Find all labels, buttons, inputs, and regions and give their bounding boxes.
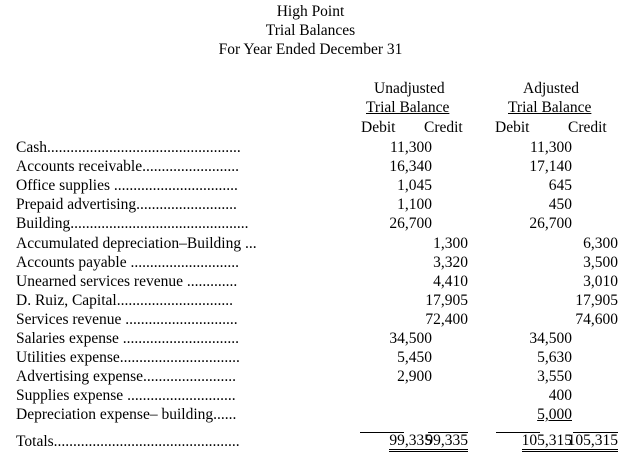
adjusted-debit-amount: 5,000 [537,406,572,423]
unadjusted-debit-amount: 1,100 [397,196,432,213]
account-label: Supplies expense ............................ [16,387,236,404]
company-name: High Point [276,3,345,20]
totals-label: Totals................................................ [16,433,240,450]
total-adjusted-debit: 105,315 [522,432,572,452]
account-label: Unearned services revenue ............. [16,273,238,290]
adjusted-debit-amount: 11,300 [529,139,572,156]
adjusted-credit-amount: 3,500 [583,254,618,271]
adjusted-credit-amount: 74,600 [575,311,618,328]
account-label: Salaries expense .............................. [16,330,239,347]
account-label: Cash.................................................. [16,139,241,156]
adjusted-debit-amount: 17,140 [529,158,572,175]
unadjusted-credit-amount: 3,320 [433,254,468,271]
unadjusted-credit-header: Credit [424,119,463,136]
unadjusted-heading: Unadjusted [374,80,445,97]
unadjusted-debit-amount: 11,300 [389,139,432,156]
unadjusted-credit-amount: 17,905 [425,292,468,309]
adjusted-heading: Adjusted [523,80,579,97]
unadjusted-debit-amount: 5,450 [397,349,432,366]
unadjusted-debit-amount: 26,700 [389,215,432,232]
adjusted-debit-header: Debit [495,119,530,136]
report-title: Trial Balances [265,22,356,39]
total-unadjusted-debit: 99,335 [389,432,432,452]
unadjusted-debit-amount: 34,500 [389,330,432,347]
report-period: For Year Ended December 31 [218,41,403,58]
adjusted-credit-amount: 17,905 [575,292,618,309]
adjusted-credit-header: Credit [568,119,607,136]
account-label: Accounts payable ............................ [16,254,239,271]
account-label: Prepaid advertising.......................... [16,196,237,213]
adjusted-credit-amount: 3,010 [583,273,618,290]
unadjusted-subheading: Trial Balance [366,99,450,116]
account-label: D. Ruiz, Capital.............................. [16,292,233,309]
account-label: Utilities expense............................... [16,349,240,366]
account-label: Services revenue ............................. [16,311,238,328]
total-unadjusted-credit: 99,335 [425,432,468,452]
adjusted-debit-amount: 450 [548,196,572,213]
unadjusted-credit-amount: 1,300 [433,235,468,252]
account-label: Office supplies ................................ [16,177,238,194]
unadjusted-debit-amount: 1,045 [397,177,432,194]
adjusted-debit-amount: 26,700 [529,215,572,232]
adjusted-debit-amount: 3,550 [537,368,572,385]
unadjusted-credit-amount: 72,400 [425,311,468,328]
unadjusted-debit-amount: 16,340 [389,158,432,175]
unadjusted-debit-amount: 2,900 [397,368,432,385]
adjusted-debit-amount: 400 [548,387,572,404]
account-label: Accumulated depreciation–Building ... [16,235,257,252]
account-label: Accounts receivable......................... [16,158,239,175]
adjusted-debit-amount: 5,630 [537,349,572,366]
account-label: Building.............................................. [16,215,249,232]
total-adjusted-credit: 105,315 [568,432,618,452]
unadjusted-debit-header: Debit [361,119,396,136]
unadjusted-credit-amount: 4,410 [433,273,468,290]
adjusted-debit-amount: 645 [548,177,572,194]
adjusted-subheading: Trial Balance [508,99,592,116]
account-label: Advertising expense........................ [16,368,236,385]
adjusted-debit-amount: 34,500 [529,330,572,347]
account-label: Depreciation expense– building...... [16,406,237,423]
adjusted-credit-amount: 6,300 [583,235,618,252]
